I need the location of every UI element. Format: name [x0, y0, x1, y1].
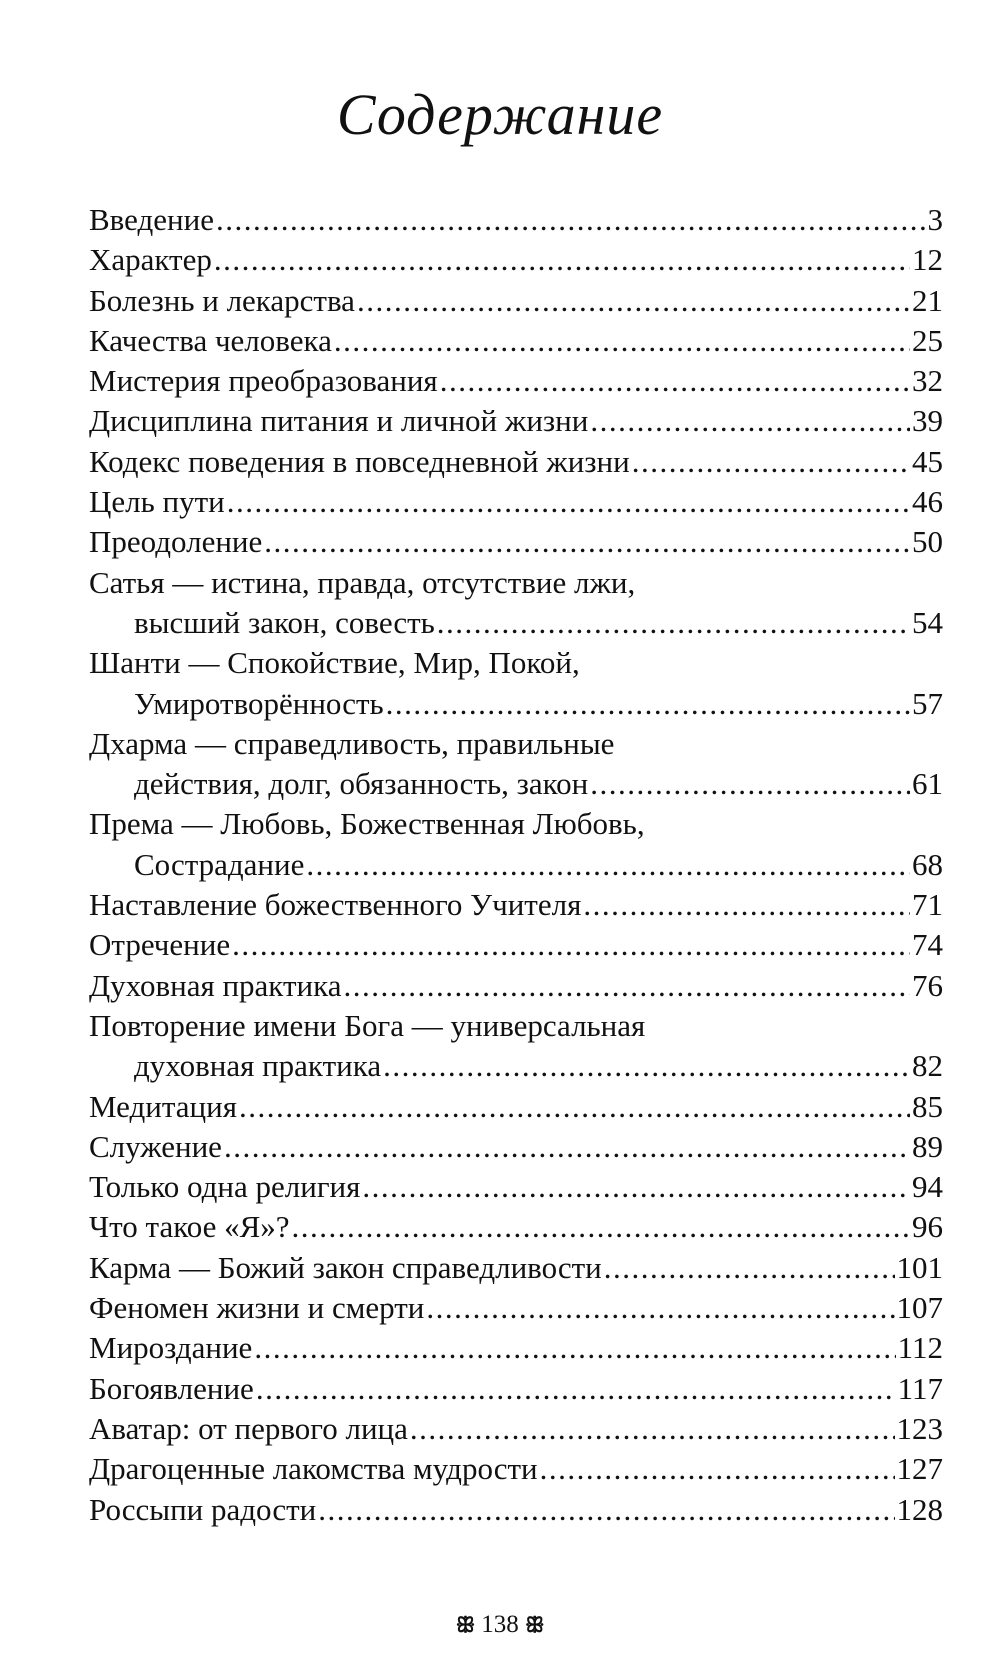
- toc-dot-leader: [357, 281, 910, 321]
- toc-entry: [89, 281, 943, 321]
- toc-entry-title: Драгоценные лакомства мудрости: [89, 1451, 538, 1487]
- toc-entry-line: [89, 643, 943, 683]
- toc-entry-title: Цель пути: [89, 484, 225, 520]
- toc-entry-line: [89, 1288, 943, 1328]
- toc-entry-line: [89, 361, 943, 401]
- toc-entry-title: высший закон, совесть: [134, 604, 435, 640]
- toc-page-number: 127: [896, 1451, 943, 1487]
- toc-page-number: 128: [896, 1491, 943, 1527]
- toc-entry-line: [89, 1449, 943, 1489]
- toc-page-number: 101: [896, 1249, 943, 1285]
- toc-entry-line: [89, 281, 943, 321]
- toc-entry-title: Повторение имени Бога — универсальная: [89, 1007, 646, 1043]
- toc-dot-leader: [383, 1046, 910, 1086]
- toc-entry-line: [89, 804, 943, 844]
- toc-entry-title: Сострадание: [134, 846, 305, 882]
- toc-entry: [89, 563, 943, 644]
- toc-page-number: 46: [912, 484, 943, 520]
- toc-entry: [89, 1369, 943, 1409]
- toc-entry: [89, 1288, 943, 1328]
- toc-dot-leader: [239, 1087, 910, 1127]
- toc-entry-line: [89, 1490, 943, 1530]
- toc-entry: [89, 1409, 943, 1449]
- toc-entry-title: Богоявление: [89, 1370, 254, 1406]
- toc-page-number: 25: [912, 322, 943, 358]
- toc-dot-leader: [318, 1490, 894, 1530]
- toc-entry-title: Болезнь и лекарства: [89, 282, 355, 318]
- toc-page-number: 89: [912, 1128, 943, 1164]
- toc-entry: [89, 1248, 943, 1288]
- toc-entry-line: [89, 1409, 943, 1449]
- toc-page-number: 21: [912, 282, 943, 318]
- toc-page-number: 107: [896, 1290, 943, 1326]
- ornament-left-icon: ꕥ: [455, 1613, 476, 1637]
- toc-dot-leader: [343, 966, 910, 1006]
- toc-entry-title: Карма — Божий закон справедливости: [89, 1249, 602, 1285]
- toc-entry-continuation-line: [89, 1046, 943, 1086]
- toc-dot-leader: [306, 845, 910, 885]
- toc-dot-leader: [437, 603, 910, 643]
- toc-entry: [89, 321, 943, 361]
- toc-dot-leader: [256, 1369, 896, 1409]
- toc-dot-leader: [254, 1328, 895, 1368]
- toc-entry: [89, 1490, 943, 1530]
- toc-dot-leader: [410, 1409, 895, 1449]
- toc-entry: [89, 1006, 943, 1087]
- toc-entry-title: Только одна религия: [89, 1169, 361, 1205]
- toc-entry: [89, 401, 943, 441]
- toc-entry-title: Мистерия преобразования: [89, 363, 438, 399]
- toc-entry-continuation-line: [89, 684, 943, 724]
- toc-dot-leader: [604, 1248, 895, 1288]
- toc-entry: [89, 1207, 943, 1247]
- toc-entry-title: Преодоление: [89, 524, 263, 560]
- ornament-right-icon: ꕥ: [524, 1613, 545, 1637]
- toc-page-number: 123: [896, 1410, 943, 1446]
- toc-entry: [89, 1328, 943, 1368]
- page-title: Содержание: [336, 82, 664, 147]
- toc-page-number: 71: [912, 887, 943, 923]
- toc-entry-line: [89, 1248, 943, 1288]
- toc-entry-line: [89, 1087, 943, 1127]
- toc-entry-line: [89, 401, 943, 441]
- toc-page-number: 54: [912, 604, 943, 640]
- toc-page-number: 32: [912, 363, 943, 399]
- toc-entry: [89, 804, 943, 885]
- toc-entry-line: [89, 925, 943, 965]
- toc-entry-title: Дхарма — справедливость, правильные: [89, 725, 615, 761]
- toc-page-number: 112: [897, 1330, 943, 1366]
- page-footer: [0, 1610, 1000, 1640]
- toc-entry-line: [89, 442, 943, 482]
- toc-dot-leader: [590, 764, 910, 804]
- toc-entry-title: Отречение: [89, 927, 231, 963]
- page-number: 138: [481, 1611, 519, 1638]
- toc-entry-title: Сатья — истина, правда, отсутствие лжи,: [89, 564, 636, 600]
- toc-page-number: 61: [912, 766, 943, 802]
- toc-entry: [89, 200, 943, 240]
- toc-entry-continuation-line: [89, 764, 943, 804]
- toc-entry: [89, 1127, 943, 1167]
- toc-entry-title: Качества человека: [89, 322, 332, 358]
- toc-entry-title: Что такое «Я»?: [89, 1209, 290, 1245]
- toc-entry-line: [89, 1167, 943, 1207]
- toc-entry: [89, 522, 943, 562]
- toc-entry: [89, 482, 943, 522]
- toc-page-number: 3: [927, 202, 943, 237]
- toc-entry-title: Медитация: [89, 1088, 237, 1124]
- toc-entry: [89, 925, 943, 965]
- toc-entry-title: действия, долг, обязанность, закон: [134, 766, 589, 802]
- toc-dot-leader: [540, 1449, 895, 1489]
- toc-entry-line: [89, 1369, 943, 1409]
- toc-entry: [89, 966, 943, 1006]
- toc-entry: [89, 361, 943, 401]
- toc-page-number: 68: [912, 846, 943, 882]
- toc-entry: [89, 1087, 943, 1127]
- toc-entry: [89, 885, 943, 925]
- toc-dot-leader: [583, 885, 910, 925]
- toc-page-number: 82: [912, 1048, 943, 1084]
- toc-entry-line: [89, 482, 943, 522]
- toc-entry: [89, 1449, 943, 1489]
- toc-entry-title: Наставление божественного Учителя: [89, 887, 582, 923]
- toc-dot-leader: [334, 321, 910, 361]
- toc-entry: [89, 724, 943, 805]
- toc-dot-leader: [224, 1127, 910, 1167]
- toc-entry: [89, 1167, 943, 1207]
- toc-dot-leader: [426, 1288, 894, 1328]
- toc-entry-line: [89, 200, 943, 240]
- toc-dot-leader: [216, 200, 926, 240]
- toc-entry-title: Кодекс поведения в повседневной жизни: [89, 443, 630, 479]
- toc-entry-line: [89, 563, 943, 603]
- toc-page-number: 39: [912, 403, 943, 439]
- toc-page-number: 85: [912, 1088, 943, 1124]
- toc-entry: [89, 643, 943, 724]
- toc-entry-title: Служение: [89, 1128, 222, 1164]
- toc-entry-line: [89, 724, 943, 764]
- toc-dot-leader: [632, 442, 910, 482]
- toc-entry-title: Россыпи радости: [89, 1491, 317, 1527]
- toc-dot-leader: [227, 482, 910, 522]
- toc-entry-title: Аватар: от первого лица: [89, 1410, 408, 1446]
- toc-entry-title: Дисциплина питания и личной жизни: [89, 403, 589, 439]
- toc-entry-title: Шанти — Спокойствие, Мир, Покой,: [89, 645, 580, 681]
- toc-page-number: 74: [912, 927, 943, 963]
- toc-page-number: 50: [912, 524, 943, 560]
- toc-entry: [89, 240, 943, 280]
- toc-entry-continuation-line: [89, 845, 943, 885]
- toc-dot-leader: [362, 1167, 910, 1207]
- toc-entry-title: Духовная практика: [89, 967, 342, 1003]
- toc-entry-title: Введение: [89, 202, 214, 237]
- toc-page-number: 57: [912, 685, 943, 721]
- toc-entry-continuation-line: [89, 603, 943, 643]
- toc-entry-title: Характер: [89, 242, 212, 278]
- toc-entry-line: [89, 1328, 943, 1368]
- toc-entry-line: [89, 321, 943, 361]
- toc-entry-line: [89, 522, 943, 562]
- toc-entry-line: [89, 1006, 943, 1046]
- toc-dot-leader: [590, 401, 910, 441]
- toc-entry-title: Феномен жизни и смерти: [89, 1290, 425, 1326]
- toc-entry-line: [89, 1127, 943, 1167]
- toc-entry-title: духовная практика: [134, 1048, 382, 1084]
- toc-entry-line: [89, 240, 943, 280]
- toc-dot-leader: [386, 684, 910, 724]
- toc-dot-leader: [440, 361, 910, 401]
- toc-entry: [89, 442, 943, 482]
- toc-page-number: 117: [897, 1370, 943, 1406]
- toc-dot-leader: [292, 1207, 910, 1247]
- toc-entry-title: Према — Любовь, Божественная Любовь,: [89, 806, 645, 842]
- toc-dot-leader: [264, 522, 910, 562]
- toc-entry-line: [89, 885, 943, 925]
- toc-page-number: 76: [912, 967, 943, 1003]
- toc-entry-line: [89, 966, 943, 1006]
- toc-dot-leader: [214, 240, 910, 280]
- toc-page-number: 45: [912, 443, 943, 479]
- toc-entry-line: [89, 1207, 943, 1247]
- toc-entry-title: Умиротворённость: [134, 685, 384, 721]
- toc-page-number: 96: [912, 1209, 943, 1245]
- toc-page-number: 94: [912, 1169, 943, 1205]
- toc-page-number: 12: [912, 242, 943, 278]
- toc-dot-leader: [232, 925, 910, 965]
- toc-entry-title: Мироздание: [89, 1330, 253, 1366]
- table-of-contents: [89, 200, 943, 1530]
